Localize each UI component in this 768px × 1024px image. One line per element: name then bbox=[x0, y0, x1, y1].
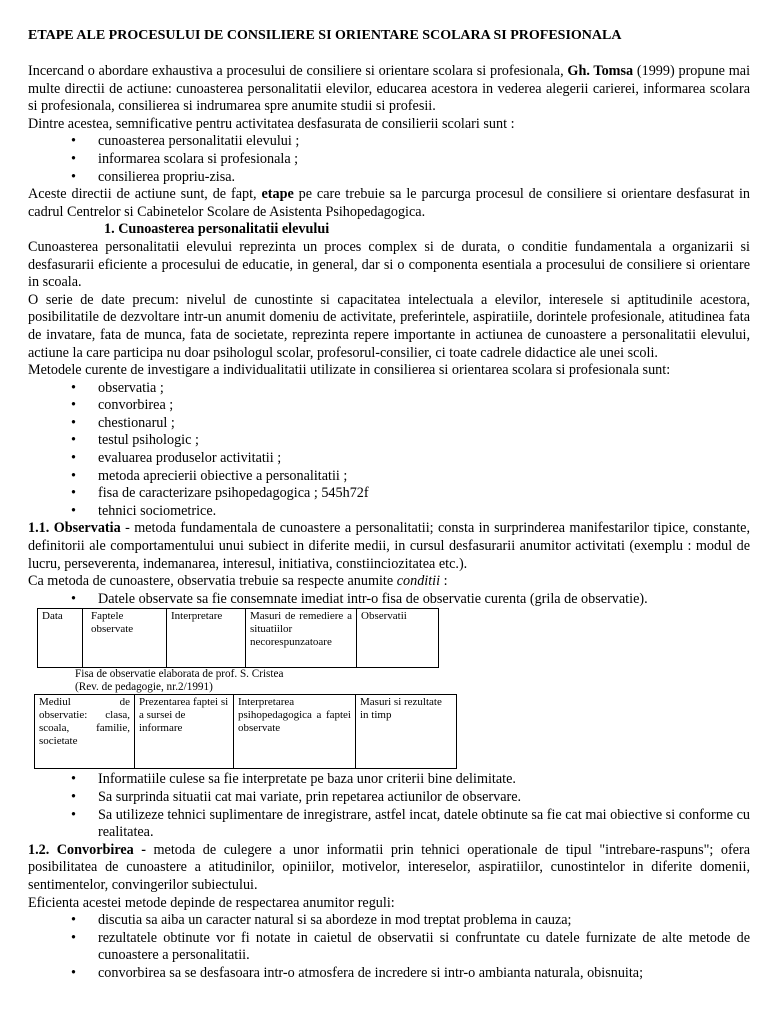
page-title: ETAPE ALE PROCESULUI DE CONSILIERE SI ORIENTARE SCOLARA SI PROFESIONALA bbox=[28, 28, 622, 43]
section-1-paragraph-2: O serie de date precum: nivelul de cunostinte si capacitatea intelectuala a elevilor, interesele si aptitudinile acestora, posibilitatile de dezvoltare intr-un anumit domeniu de activitate, preferintele, aspiratiile, dorintele profesionale, atitudinea fata de invatare, fata de munca, fata de societate, reprezinta repere importante in actiunea de cunoastere a personalitatii elevului, actiune la care participa nu doar psihologul scolar, profesorul-consilier, ci toate cadrele didactice ale unei scoli. bbox=[28, 291, 750, 361]
list-item: • Sa utilizeze tehnici suplimentare de inregistrare, astfel incat, datele obtinute sa fie cat mai obiective si conforme cu realitatea. bbox=[71, 807, 750, 842]
observation-grid-table bbox=[37, 608, 439, 668]
list-item: • consilierea propriu-zisa. bbox=[71, 169, 750, 187]
intro-paragraph-1 bbox=[28, 63, 750, 116]
intro-p1-start: Incercand o abordare exhaustiva a procesului de consiliere si orientare scolara si profesionala, bbox=[28, 63, 568, 79]
section-1-1-heading: 1.1. Observatia bbox=[28, 520, 121, 537]
etape-keyword: etape bbox=[261, 186, 294, 203]
rules-list bbox=[28, 912, 750, 982]
methods-list bbox=[28, 380, 750, 521]
section-1-1-paragraph bbox=[28, 520, 750, 573]
intro-paragraph-3 bbox=[28, 186, 750, 221]
conditions-start: Ca metoda de cunoastere, observatia trebuie sa respecte anumite bbox=[28, 573, 397, 590]
list-item: • testul psihologic ; bbox=[71, 432, 750, 450]
table-cell: Prezentarea faptei si a sursei de informare bbox=[135, 695, 234, 769]
list-item: • convorbirea ; bbox=[71, 397, 750, 415]
table-caption-author: Fisa de observatie elaborata de prof. S. Cristea bbox=[75, 668, 284, 681]
table-cell: Observatii bbox=[357, 609, 439, 668]
section-1-2-rules-intro: Eficienta acestei metode depinde de respectarea anumitor reguli: bbox=[28, 894, 395, 911]
conditions-intro bbox=[28, 573, 750, 591]
intro-p1-end: (1999) propune mai multe directii de actiune: cunoasterea personalitatii elevilor, educarea acestora in vederea alegerii carierei, informarea scolara si profesionala, consilierea si indrumarea spre anumite studii si profesii. bbox=[28, 63, 751, 115]
directions-list bbox=[28, 133, 750, 186]
intro-p3-end: pe care trebuie sa le parcurga procesul de consiliere si orientare desfasurat in cadrul Centrelor si Cabinetelor Scolare de Asistenta Psihopedagogica. bbox=[28, 186, 750, 220]
list-item: • cunoasterea personalitatii elevului ; bbox=[71, 133, 750, 151]
author-name: Gh. Tomsa bbox=[567, 63, 634, 79]
intro-paragraph-2: Dintre acestea, semnificative pentru activitatea desfasurata de consilierii scolari sunt : bbox=[28, 115, 515, 132]
list-item: • observatia ; bbox=[71, 380, 750, 398]
intro-p3-start: Aceste directii de actiune sunt, de fapt, bbox=[28, 186, 262, 203]
list-item: • informarea scolara si profesionala ; bbox=[71, 151, 750, 169]
conditions-list-1 bbox=[28, 591, 750, 609]
list-item: • evaluarea produselor activitatii ; bbox=[71, 450, 750, 468]
section-1-paragraph-3: Metodele curente de investigare a individualitatii utilizate in consilierea si orientarea scolara si profesionala sunt: bbox=[28, 362, 671, 379]
table-cell: Mediul de observatie: clasa, scoala, familie, societate bbox=[35, 695, 135, 769]
section-1-1-text: - metoda fundamentala de cunoastere a personalitatii; consta in surprinderea manifestarilor tipice, constante, definitorii ale comportamentului unui subiect in diferite medii, in cursul desfasurarii anumitor activitati (exemplu : modul de lucru, perseverenta, indemanarea, interesul, initiativa, constiinciozitatea etc.). bbox=[28, 520, 750, 572]
conditions-list-2 bbox=[28, 771, 750, 841]
conditions-word: conditii bbox=[396, 573, 441, 590]
table-cell: Masuri si rezultate in timp bbox=[356, 695, 457, 769]
section-1-heading: 1. Cunoasterea personalitatii elevului bbox=[104, 221, 330, 238]
list-item: • convorbirea sa se desfasoara intr-o atmosfera de incredere si intr-o ambianta naturala, obisnuita; bbox=[71, 965, 750, 983]
list-item: • chestionarul ; bbox=[71, 415, 750, 433]
list-item: • tehnici sociometrice. bbox=[71, 503, 750, 521]
section-1-2-paragraph bbox=[28, 842, 750, 895]
table-cell: Interpretarea psihopedagogica a faptei observate bbox=[234, 695, 356, 769]
table-cell: Masuri de remediere a situatiilor necorespunzatoare bbox=[246, 609, 357, 668]
list-item: • Informatiile culese sa fie interpretate pe baza unor criterii bine delimitate. bbox=[71, 771, 750, 789]
section-1-2-heading: 1.2. Convorbirea - bbox=[28, 841, 147, 858]
list-item: • rezultatele obtinute vor fi notate in caietul de observatii si confruntate cu datele furnizate de alte metode de cunoastere a personalitatii. bbox=[71, 930, 750, 965]
conditions-end: : bbox=[440, 573, 448, 590]
list-item: • Datele observate sa fie consemnate imediat intr-o fisa de observatie curenta (grila de observatie). bbox=[71, 591, 750, 609]
list-item: • discutia sa aiba un caracter natural si sa abordeze in mod treptat problema in cauza; bbox=[71, 912, 750, 930]
observation-sheet-table bbox=[34, 694, 457, 769]
list-item: • fisa de caracterizare psihopedagogica ; 545h72f bbox=[71, 485, 750, 503]
table-caption-source: (Rev. de pedagogie, nr.2/1991) bbox=[75, 681, 213, 694]
section-1-2-text: metoda de culegere a unor informatii prin tehnici operationale de tipul "intrebare-raspuns"; ofera posibilitatea de cunoastere a atitudinilor, opiniilor, motivelor, intereselor, aspiratiilor, cunostintelor in diferite domenii, sentimentelor, convingerilor subiectului. bbox=[28, 841, 751, 893]
section-1-paragraph-1: Cunoasterea personalitatii elevului reprezinta un proces complex si de durata, o conditie fundamentala a organizarii si desfasurarii eficiente a procesului de educatie, in general, dar si o componenta esentiala a procesului de consiliere si orientare in scoala. bbox=[28, 238, 750, 291]
document-page bbox=[28, 27, 750, 983]
list-item: • metoda aprecierii obiective a personalitatii ; bbox=[71, 468, 750, 486]
list-item: • Sa surprinda situatii cat mai variate, prin repetarea actiunilor de observare. bbox=[71, 789, 750, 807]
table-cell: Faptele observate bbox=[83, 609, 167, 668]
table-cell: Interpretare bbox=[167, 609, 246, 668]
table-cell: Data bbox=[38, 609, 83, 668]
